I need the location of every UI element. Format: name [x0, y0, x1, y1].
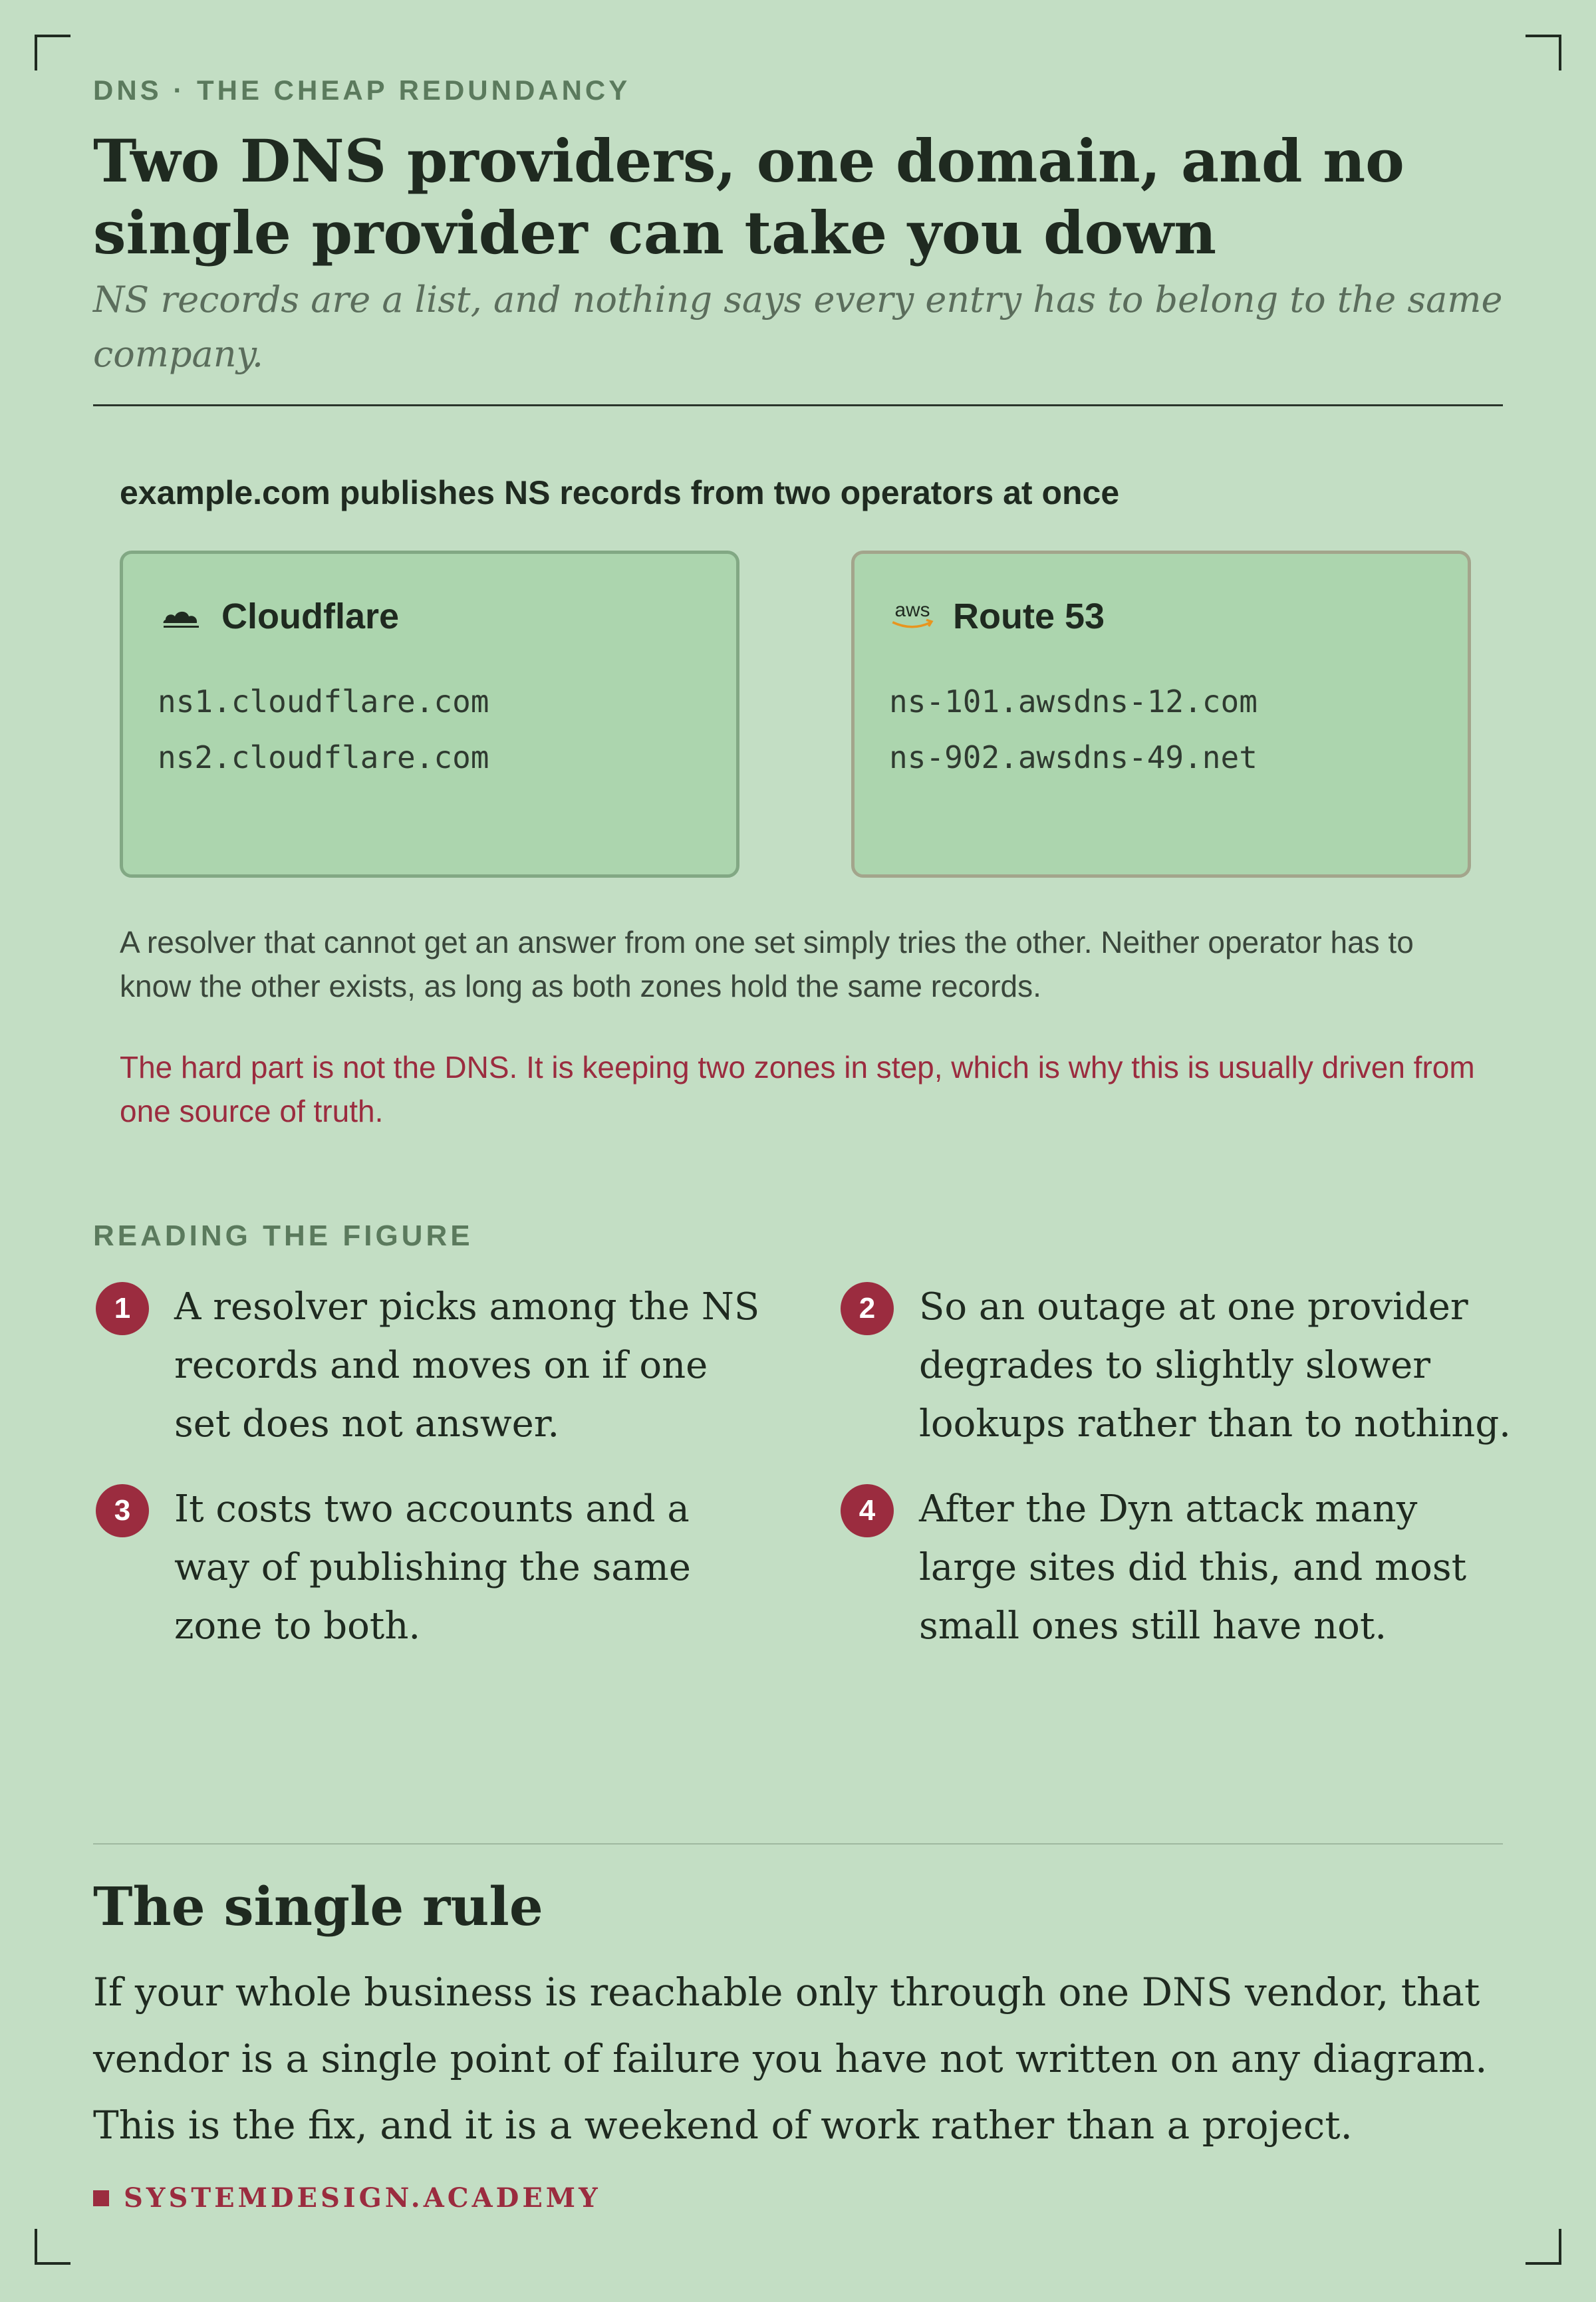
nameserver-list: [158, 674, 489, 785]
provider-name: Route 53: [953, 596, 1105, 636]
section-divider: [93, 1843, 1503, 1845]
single-rule-title: The single rule: [93, 1875, 543, 1938]
note-text: So an outage at one provider degrades to slightly slower lookups rather than to nothing.: [919, 1285, 1511, 1446]
note-number-badge: 4: [841, 1484, 894, 1537]
figure-heading: example.com publishes NS records from two operators at once: [120, 474, 1120, 511]
provider-card-route53: [851, 551, 1471, 878]
corner-mark-top-right: [1526, 35, 1561, 70]
header-divider: [93, 404, 1503, 406]
brand-name: SYSTEMDESIGN.ACADEMY: [124, 2182, 601, 2214]
note-text: It costs two accounts and a way of publishing the same zone to both.: [174, 1487, 691, 1648]
corner-mark-top-left: [35, 35, 70, 70]
figure-warning: The hard part is not the DNS. It is keeping two zones in step, which is why this is usually driven from one source of truth.: [120, 1050, 1475, 1128]
nameserver-record: ns-101.awsdns-12.com: [889, 684, 1258, 719]
nameserver-record: ns1.cloudflare.com: [158, 684, 489, 719]
page-subtitle: NS records are a list, and nothing says every entry has to belong to the same company.: [93, 279, 1503, 375]
nameserver-record: ns2.cloudflare.com: [158, 739, 489, 775]
brand-footer: [93, 2182, 601, 2214]
kicker: DNS · THE CHEAP REDUNDANCY: [93, 74, 631, 106]
note-number-badge: 3: [96, 1484, 149, 1537]
note-text: After the Dyn attack many large sites did this, and most small ones still have not.: [919, 1487, 1467, 1648]
note-text: A resolver picks among the NS records and moves on if one set does not answer.: [174, 1285, 760, 1446]
corner-mark-bottom-left: [35, 2229, 70, 2265]
reading-section-label: READING THE FIGURE: [93, 1219, 473, 1252]
aws-logo-icon: [889, 596, 936, 636]
brand-square-icon: [93, 2190, 109, 2206]
provider-card-cloudflare: [120, 551, 739, 878]
provider-name: Cloudflare: [221, 596, 400, 636]
note-number-badge: 1: [96, 1282, 149, 1335]
single-rule-body: If your whole business is reachable only through one DNS vendor, that vendor is a single point of failure you have not written on any diagram. This is the fix, and it is a weekend of work rather than a project.: [93, 1970, 1488, 2148]
provider-header: [158, 596, 399, 636]
cloud-icon: [158, 596, 204, 636]
page-title: Two DNS providers, one domain, and no single provider can take you down: [93, 126, 1404, 267]
figure-explanation: A resolver that cannot get an answer from one set simply tries the other. Neither operator has to know the other exists, as long as both zones hold the same records.: [120, 925, 1414, 1003]
note-number-badge: 2: [841, 1282, 894, 1335]
nameserver-list: [889, 674, 1258, 785]
corner-mark-bottom-right: [1526, 2229, 1561, 2265]
aws-logo-text: aws: [894, 599, 930, 621]
provider-header: [889, 596, 1105, 636]
nameserver-record: ns-902.awsdns-49.net: [889, 739, 1258, 775]
